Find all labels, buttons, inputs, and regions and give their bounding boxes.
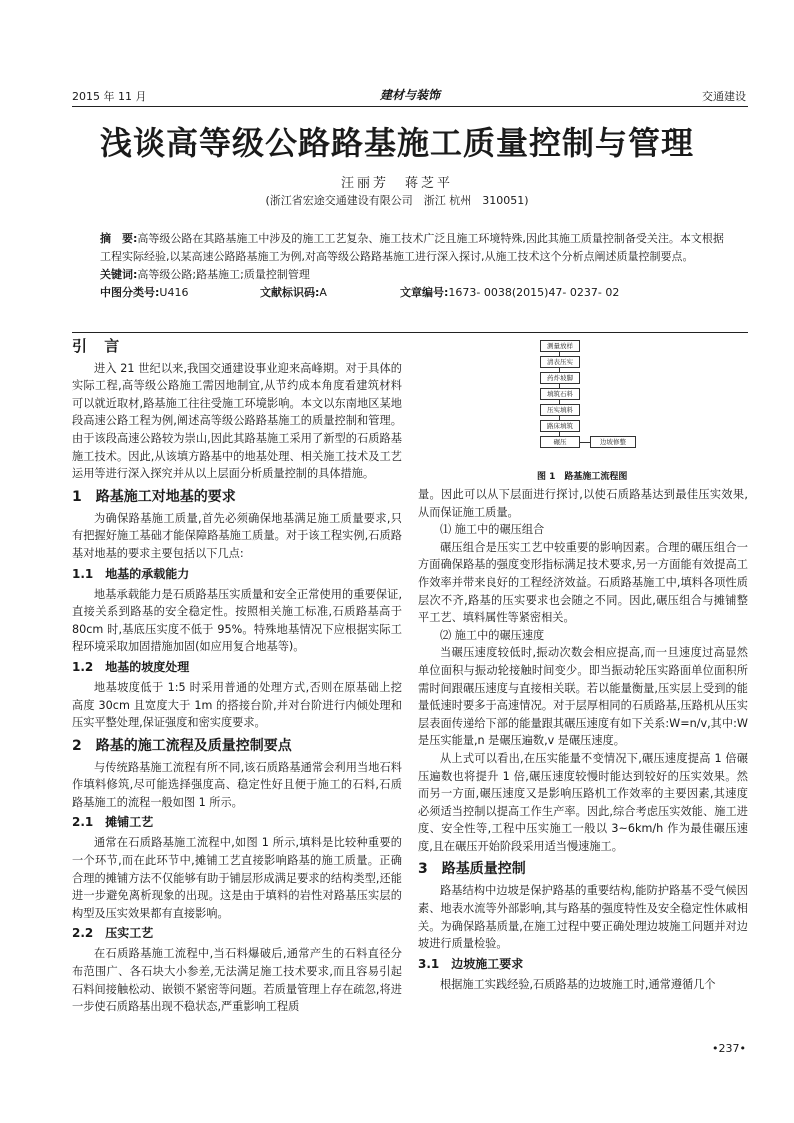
article-number-label: 文章编号:	[400, 286, 449, 299]
article-title: 浅谈高等级公路路基施工质量控制与管理	[99, 124, 694, 162]
section-2-2-heading: 2.2 压实工艺	[72, 926, 154, 941]
journal-name: 建材与装饰	[379, 88, 441, 101]
intro-heading: 引 言	[72, 337, 126, 355]
item-1-paragraph: 碾压组合是压实工艺中较重要的影响因素。合理的碾压组合一方面确保路基的强度变形指标满足技术要求,另一方面能有效提高工作效率并带来良好的工程经济效益。石质路基施工中,填料各项性质层次不齐,路基的压实要求也会随之不同。因此,碾压组合与摊铺整平工艺、填料属性等紧密相关。	[418, 540, 748, 625]
left-column	[72, 338, 402, 1016]
intro-paragraph: 进入 21 世纪以来,我国交通建设事业迎来高峰期。对于具体的实际工程,高等级公路施工需因地制宜,从节约成本角度看建筑材料可以就近取材,路基施工往往受施工环境影响。本文以东南地区某地段高速公路工程为例,阐述高等级公路路基施工的质量控制和管理。由于该段高速公路较为崇山,因此其路基施工采用了新型的石质路基施工技术。因此,从该填方路基中的地基处理、相关施工技术及工艺运用等进行深入探究并从以上层面分析质量控制的具体措施。	[72, 361, 402, 481]
abstract-label: 摘 要:	[100, 232, 138, 245]
flow-step: 路床填筑	[540, 420, 580, 432]
section-1-2-paragraph: 地基坡度低于 1:5 时采用普通的处理方式,否则在原基础上挖高度 30cm 且宽度大于 1m 的搭接台阶,并对台阶进行内倾处理和压实平整处理,保证强度和密实度要求。	[72, 680, 402, 730]
clc-label: 中图分类号:	[100, 286, 160, 299]
flow-step: 清表压实	[540, 356, 580, 368]
section-3-1-paragraph: 根据施工实践经验,石质路基的边坡施工时,通常遵循几个	[440, 977, 716, 991]
section-2-heading: 2 路基的施工流程及质量控制要点	[72, 737, 292, 754]
item-1-heading: ⑴ 施工中的碾压组合	[440, 523, 545, 537]
doc-code: A	[319, 286, 327, 299]
abstract-rule	[72, 332, 748, 333]
journal-logo	[371, 86, 449, 100]
continued-paragraph: 量。因此可以从下层面进行探讨,以使石质路基达到最佳压实效果,从而保证施工质量。	[418, 488, 748, 519]
header-rule	[72, 106, 748, 107]
header-date: 2015 年 11 月	[72, 90, 147, 103]
section-2-2-paragraph: 在石质路基施工流程中,当石料爆破后,通常产生的石料直径分布范围广、各石块大小参差,无法满足施工技术要求,而且容易引起石料间接触松动、嵌锁不紧密等问题。若质量管理上存在疏忽,将进一步使石质路基出现不稳状态,严重影响工程质	[72, 947, 402, 1014]
doc-code-label: 文献标识码:	[260, 286, 320, 299]
flow-step: 药炸坡脚	[540, 372, 580, 384]
flow-step: 填筑石料	[540, 388, 580, 400]
flow-step: 压实填料	[540, 404, 580, 416]
header-section: 交通建设	[702, 90, 746, 103]
section-1-1-paragraph: 地基承载能力是石质路基压实质量和安全正常使用的重要保证,直接关系到路基的安全稳定性。按照相关施工标准,石质路基高于 80cm 时,基底压实度不低于 95%。特殊地基情况下应根据实际工程环境采取加固措施加固(如应用复合地基等)。	[72, 587, 402, 654]
item-2-heading: ⑵ 施工中的碾压速度	[440, 628, 545, 642]
article-number: 1673- 0038(2015)47- 0237- 02	[448, 286, 620, 299]
item-2-paragraph-b: 从上式可以看出,在压实能量不变情况下,碾压速度提高 1 倍碾压遍数也将提升 1 倍,碾压速度较慢时能达到较好的压实效果。然而另一方面,碾压速度又是影响压路机工作效率的主要因素,其速度必须适当控制以提高工作生产率。因此,综合考虑压实效能、施工进度、安全性等,工程中压实施工一般以 3~6km/h 作为最佳碾压速度,且在碾压开始阶段采用适当慢速施工。	[418, 751, 748, 853]
clc-code: U416	[159, 286, 189, 299]
keywords: 高等级公路;路基施工;质量控制管理	[137, 268, 310, 281]
affiliation: (浙江省宏途交通建设有限公司 浙江 杭州 310051)	[265, 194, 529, 207]
flow-step: 测量放样	[540, 340, 580, 352]
section-2-paragraph: 与传统路基施工流程有所不同,该石质路基通常会利用当地石料作填料修筑,尽可能选择强度高、稳定性好且便于施工的石料,石质路基施工的流程一般如图 1 所示。	[72, 760, 402, 809]
authors: 汪丽芳 蒋芝平	[340, 176, 453, 191]
section-2-1-paragraph: 通常在石质路基施工流程中,如图 1 所示,填料是比较种重要的一个环节,而在此环节中,摊铺工艺直接影响路基的施工质量。正确合理的摊铺方法不仅能够有助于铺层形成满足要求的结构类型,还能进一步避免离析现象的出现。这是由于填料的岩性对路基压实层的构型及压实效果都有直接影响。	[72, 836, 402, 920]
section-1-1-heading: 1.1 地基的承载能力	[72, 566, 190, 581]
keywords-label: 关键词:	[100, 268, 138, 281]
section-2-1-heading: 2.1 摊铺工艺	[72, 815, 154, 830]
section-3-paragraph: 路基结构中边坡是保护路基的重要结构,能防护路基不受气候因素、地表水流等外部影响,其与路基的强度特性及安全稳定性休戚相关。为确保路基质量,在施工过程中要正确处理边坡施工问题并对边坡进行质量检验。	[418, 884, 748, 951]
item-2-paragraph-a: 当碾压速度较低时,振动次数会相应提高,而一旦速度过高显然单位面积与振动轮接触时间变少。即当振动轮压实路面单位面积所需时间跟碾压速度与直接相关联。若以能量衡量,压实层上受到的能量低速时要多于高速情况。对于层厚相同的石质路基,压路机从压实层表面传递给下部的能量跟其碾压速度有如下关系:W=n/v,其中:W 是压实能量,n 是碾压遍数,v 是碾压速度。	[418, 646, 748, 748]
right-column	[418, 486, 748, 993]
section-3-1-heading: 3.1 边坡施工要求	[418, 956, 524, 971]
flow-arrow	[580, 442, 590, 443]
section-1-2-heading: 1.2 地基的坡度处理	[72, 659, 190, 674]
section-1-paragraph: 为确保路基施工质量,首先必须确保地基满足施工质量要求,只有把握好施工基础才能保障路基施工质量。对于该工程实例,石质路基对地基的要求主要包括以下几点:	[72, 511, 402, 560]
section-3-heading: 3 路基质量控制	[418, 861, 526, 878]
figure-1-flowchart	[540, 340, 650, 470]
figure-1-caption: 图 1 路基施工流程图	[537, 472, 628, 482]
flow-step: 碾压	[540, 436, 580, 448]
page-number: •237•	[712, 1042, 746, 1055]
abstract	[100, 230, 730, 302]
abstract-body	[100, 230, 730, 266]
keywords-line	[100, 266, 730, 284]
flow-step: 边坡修整	[590, 436, 636, 448]
classification-line	[100, 284, 730, 302]
abstract-text: 高等级公路在其路基施工中涉及的施工工艺复杂、施工技术广泛且施工环境特殊,因此其施工质量控制备受关注。本文根据工程实际经验,以某高速公路路基施工为例,对高等级公路路基施工进行深入探讨,从施工技术这个分析点阐述质量控制要点。	[100, 232, 724, 263]
section-1-heading: 1 路基施工对地基的要求	[72, 488, 236, 505]
